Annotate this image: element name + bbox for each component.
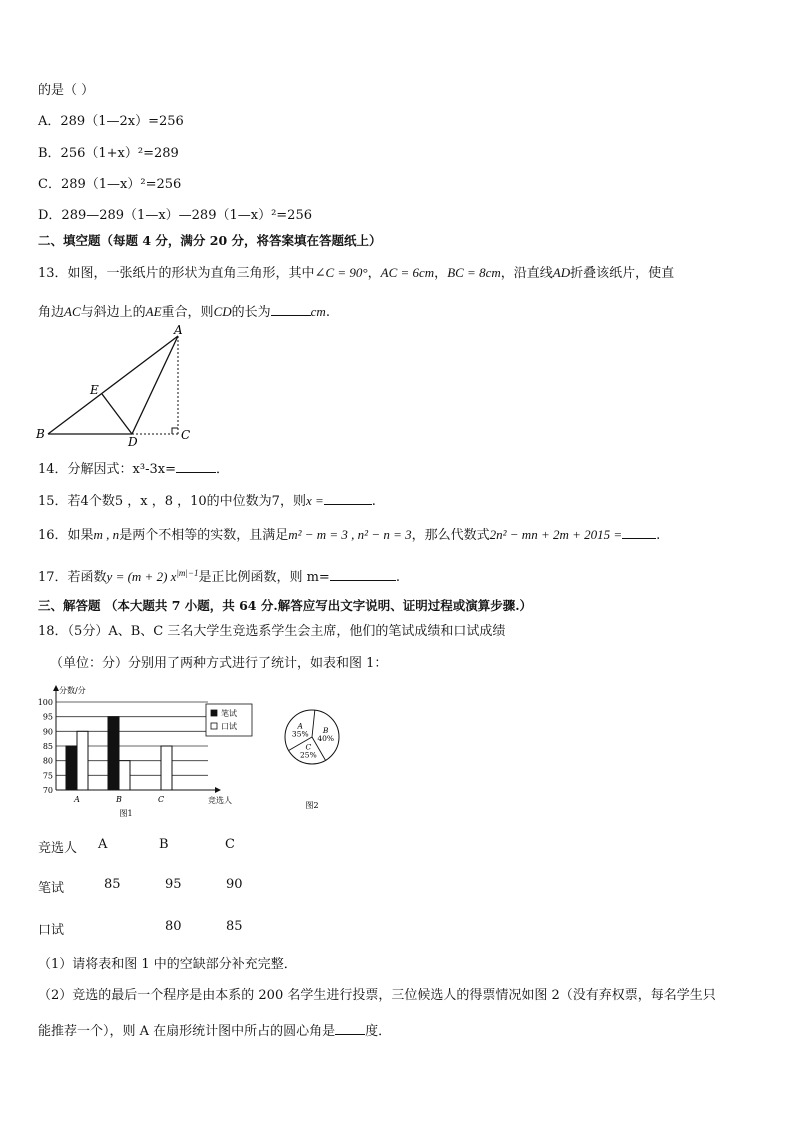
label-b: B: [36, 427, 45, 441]
bar-oral-a: [77, 731, 88, 790]
q13-line1: 13．如图，一张纸片的形状为直角三角形，其中∠C = 90°，AC = 6cm，BC = 8cm，沿直线AD折叠该纸片，使直: [38, 265, 675, 281]
right-angle-mark: [172, 428, 178, 434]
bar-oral-c: [161, 746, 172, 790]
table-header-c: C: [225, 837, 235, 852]
q18-sub2-line2: 能推荐一个），则 A 在扇形统计图中所占的圆心角是 度．: [38, 1020, 391, 1041]
label-a: A: [174, 323, 183, 337]
pie-value-b: 40%: [317, 734, 335, 744]
legend-swatch-oral: [211, 723, 217, 729]
table-cell-written-a: 85: [104, 877, 121, 892]
table-cell-oral-b: 80: [165, 919, 182, 934]
x-axis-label: 竞选人: [208, 796, 232, 805]
q13-line2: 角边AC与斜边上的AE重合，则CD的长为 cm.: [38, 301, 330, 322]
figure-1-bar-chart: [30, 682, 270, 822]
q17-line: 17．若函数y = (m + 2) $x^{|m|-1}$是正比例函数，则 m= .: [38, 568, 400, 585]
q18-answer-blank[interactable]: [335, 1020, 365, 1035]
y-tick-label-100: 100: [37, 698, 53, 707]
pie-label-b: B: [322, 726, 329, 736]
table-header-label: 竞选人: [38, 841, 78, 856]
q12-stem-tail: 的是（ ）: [38, 83, 95, 98]
legend-swatch-written: [211, 710, 217, 716]
q12-option-c: C．289（1—x）²=256: [38, 177, 182, 192]
x-tick-label-a: A: [74, 795, 80, 804]
bar-written-b: [108, 717, 119, 790]
figure-2-pie-chart: [270, 695, 360, 815]
table-header-b: B: [159, 837, 169, 852]
q14-answer-blank[interactable]: [176, 458, 216, 473]
y-tick-label-90: 90: [42, 727, 53, 737]
y-tick-label-75: 75: [42, 771, 53, 781]
q18-sub2-line1: （2）竞选的最后一个程序是由本系的 200 名学生进行投票，三位候选人的得票情况如图 2（没有弃权票，每名学生只: [38, 988, 716, 1003]
table-row-written-label: 笔试: [38, 881, 65, 896]
q13-answer-blank[interactable]: [271, 301, 311, 316]
pie-value-a: 35%: [291, 729, 309, 739]
y-axis-label: 分数/分: [59, 686, 86, 695]
segment-de: [102, 394, 132, 434]
table-header-a: A: [98, 837, 108, 852]
q13-triangle-figure: [34, 322, 204, 446]
pie-label-a: A: [297, 721, 303, 731]
section-2-title: 二、填空题（每题 4 分，满分 20 分，将答案填在答题纸上）: [38, 233, 382, 248]
x-axis-arrow: [215, 787, 221, 793]
segment-ba: [48, 336, 178, 434]
bar-written-a: [66, 746, 77, 790]
legend-label-written: 笔试: [221, 709, 237, 718]
table-cell-oral-c: 85: [226, 919, 243, 934]
y-tick-label-80: 80: [42, 756, 53, 766]
bar-oral-b: [119, 761, 130, 790]
q15-line: 15．若4个数5 ，x ，8 ，10的中位数为7，则x = .: [38, 490, 376, 511]
q12-option-d: D．289—289（1—x）—289（1—x）²=256: [38, 208, 312, 223]
q12-option-b: B．256（1+x）²=289: [38, 146, 179, 161]
y-tick-label-70: 70: [42, 786, 53, 795]
section-3-title: 三、解答题 （本大题共 7 小题，共 64 分.解答应写出文字说明、证明过程或演算步骤.）: [38, 598, 533, 613]
y-tick-label-95: 95: [42, 712, 53, 722]
q16-line: 16．如果m , n是两个不相等的实数，且满足m² − m = 3 , n² − n = 3，那么代数式2n² − mn + 2m + 2015 = .: [38, 524, 660, 545]
q18-sub1: （1）请将表和图 1 中的空缺部分补充完整．: [38, 957, 297, 972]
table-cell-written-c: 90: [226, 877, 243, 892]
q14-line: 14．分解因式：x³-3x= ．: [38, 458, 229, 479]
figure-1-caption: 图1: [119, 809, 133, 818]
q18-line1: 18．（5分）A、B、C 三名大学生竞选系学生会主席，他们的笔试成绩和口试成绩: [38, 624, 506, 639]
y-tick-label-85: 85: [42, 742, 53, 751]
label-d: D: [128, 435, 138, 446]
table-row-oral-label: 口试: [38, 923, 65, 938]
q17-answer-blank[interactable]: [330, 566, 396, 581]
figure-2-caption: 图2: [305, 801, 319, 810]
q12-option-a: A．289（1—2x）=256: [38, 114, 184, 129]
q18-line2: （单位：分）分别用了两种方式进行了统计，如表和图 1：: [50, 656, 388, 671]
q15-answer-blank[interactable]: [324, 490, 372, 505]
pie-value-c: 25%: [300, 750, 317, 760]
label-c: C: [181, 428, 191, 442]
label-e: E: [90, 383, 99, 397]
segment-ad: [132, 336, 178, 434]
x-tick-label-c: C: [157, 795, 165, 804]
q16-answer-blank[interactable]: [622, 524, 656, 539]
legend-label-oral: 口试: [221, 722, 237, 731]
x-tick-label-b: B: [116, 795, 122, 804]
pie-label-c: C: [305, 742, 312, 752]
table-cell-written-b: 95: [165, 877, 182, 892]
